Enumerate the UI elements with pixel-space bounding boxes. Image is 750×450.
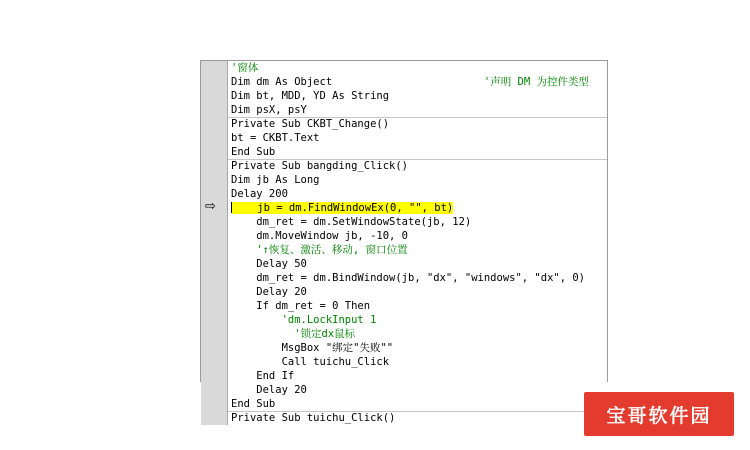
code-line-text: '窗体	[231, 62, 259, 74]
code-line[interactable]	[231, 159, 607, 173]
code-line-text: Delay 50	[231, 258, 307, 270]
code-line[interactable]	[231, 327, 607, 341]
code-line[interactable]	[231, 397, 607, 411]
code-line[interactable]	[231, 75, 607, 89]
code-line-text: 'dm.LockInput 1	[231, 314, 377, 326]
editor-body[interactable]	[201, 61, 607, 425]
code-line-text: End Sub	[231, 398, 276, 410]
code-line-text: dm.MoveWindow jb, -10, 0	[231, 230, 409, 242]
code-line[interactable]	[231, 285, 607, 299]
watermark-badge	[584, 392, 734, 436]
code-line[interactable]	[231, 341, 607, 355]
gutter-markers	[201, 61, 227, 425]
code-line-text: Dim bt, MDD, YD As String	[231, 90, 390, 102]
code-line-spacer	[332, 76, 484, 88]
code-line[interactable]	[231, 145, 607, 159]
code-line-text: '↑恢复、激活、移动, 窗口位置	[231, 244, 408, 256]
code-line-text: jb = dm.FindWindowEx(0, "", bt)	[232, 202, 454, 214]
code-line[interactable]	[231, 313, 607, 327]
source-code[interactable]	[228, 61, 607, 425]
code-editor-window[interactable]	[200, 60, 608, 424]
code-line[interactable]	[231, 201, 607, 215]
code-line-text: Private Sub bangding_Click()	[231, 160, 409, 172]
code-inline-comment: '声明 DM 为控件类型	[483, 76, 589, 88]
watermark-text: 宝哥软件园	[606, 405, 712, 427]
code-text-area[interactable]	[228, 61, 607, 425]
code-line[interactable]	[231, 271, 607, 285]
procedure-separator	[228, 117, 607, 118]
code-line[interactable]	[231, 61, 607, 75]
code-line-text: If dm_ret = 0 Then	[231, 300, 371, 312]
code-line-text: Delay 200	[231, 188, 288, 200]
code-line[interactable]	[231, 299, 607, 313]
code-line-text: Call tuichu_Click	[231, 356, 390, 368]
code-line[interactable]	[231, 257, 607, 271]
code-line[interactable]	[231, 369, 607, 383]
execution-arrow-icon: ⇨	[205, 199, 216, 214]
code-line-text: End Sub	[231, 146, 276, 158]
code-line[interactable]	[231, 355, 607, 369]
code-line-text: Delay 20	[231, 384, 307, 396]
code-line[interactable]	[231, 229, 607, 243]
code-line-text: MsgBox "绑定"失败""	[231, 342, 394, 354]
code-line-text: Delay 20	[231, 286, 307, 298]
code-line[interactable]	[231, 243, 607, 257]
code-line-text: Dim dm As Object	[231, 76, 333, 88]
code-line[interactable]	[231, 383, 607, 397]
code-line-text: Dim psX, psY	[231, 104, 307, 116]
code-line[interactable]	[231, 89, 607, 103]
code-line[interactable]	[231, 103, 607, 117]
code-line-text: dm_ret = dm.BindWindow(jb, "dx", "windows", "dx", 0)	[231, 272, 586, 284]
code-line-text: dm_ret = dm.SetWindowState(jb, 12)	[231, 216, 472, 228]
code-line[interactable]	[231, 215, 607, 229]
procedure-separator	[228, 159, 607, 160]
code-line[interactable]	[231, 187, 607, 201]
code-line-text: Private Sub CKBT_Change()	[231, 118, 390, 130]
code-line-text: Dim jb As Long	[231, 174, 320, 186]
code-line[interactable]	[231, 117, 607, 131]
code-line[interactable]	[231, 173, 607, 187]
code-line[interactable]	[231, 131, 607, 145]
code-line-text: End If	[231, 370, 295, 382]
code-line[interactable]	[231, 411, 607, 425]
code-line-text: '锁定dx鼠标	[231, 328, 356, 340]
code-line-text: bt = CKBT.Text	[231, 132, 320, 144]
editor-gutter[interactable]	[201, 61, 228, 425]
code-line-text: Private Sub tuichu_Click()	[231, 412, 396, 424]
procedure-separator	[228, 411, 607, 412]
